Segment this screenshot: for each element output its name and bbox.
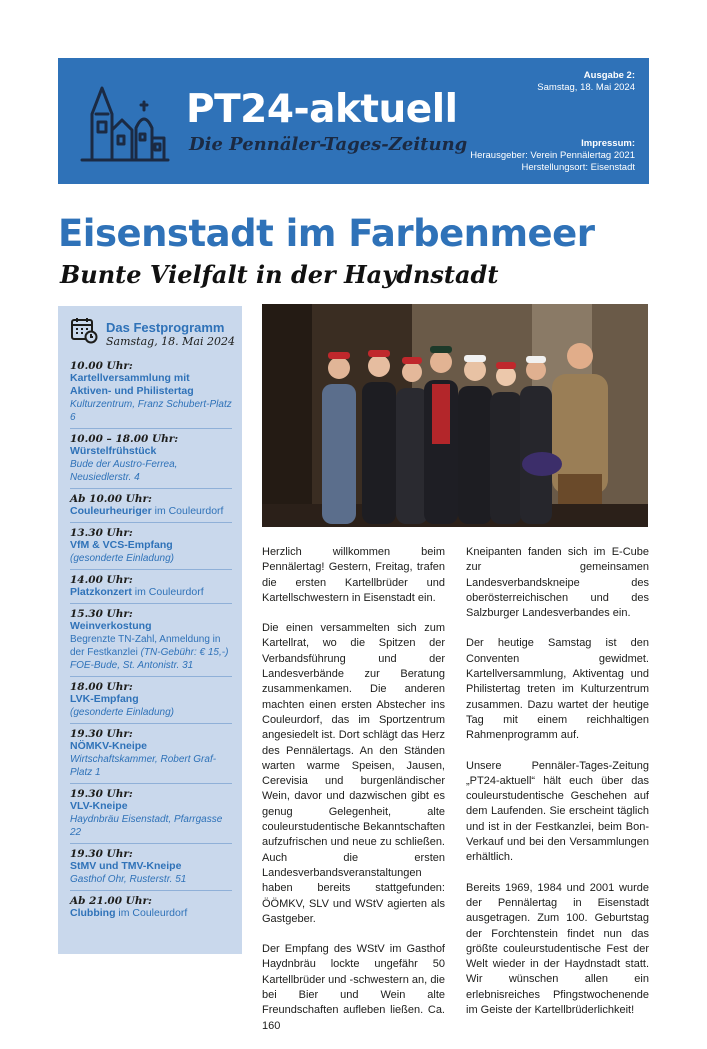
- program-title: Das Festprogramm: [106, 320, 225, 335]
- event-time: 13.30 Uhr:: [70, 527, 133, 539]
- imprint-label: Impressum:: [581, 138, 635, 149]
- event-note: (gesonderte Einladung): [70, 553, 174, 564]
- event-location: Gasthof Ohr, Rusterstr. 51: [70, 874, 187, 885]
- event-item: [70, 843, 232, 890]
- article-paragraph: Der heutige Samstag ist den Conventen gewidmet. Kartellversammlung, Aktiventag und Philistertag treten im Kulturzentrum zusammen. Dazu wartet der heutige Tag mit einem reichhaltigen Rahmenprogramm auf.: [466, 637, 649, 742]
- issue-date: Samstag, 18. Mai 2024: [537, 82, 635, 93]
- event-title: Platzkonzert im Couleurdorf: [70, 586, 204, 598]
- event-item: [70, 522, 232, 569]
- imprint-publisher: Herausgeber: Verein Pennälertag 2021: [470, 150, 635, 161]
- program-header: [70, 314, 236, 356]
- event-item: [70, 890, 232, 924]
- article-paragraph: Unsere Pennäler-Tages-Zeitung „PT24-aktuell“ hält euch über das couleurstudentische Geschehen auf dem Laufenden. Sie erscheint täglich und ist in der Festkanzlei, beim Bon-Verkauf und bei den Versammlungen erhältlich.: [466, 759, 649, 864]
- festival-program: [58, 306, 242, 954]
- event-title: Würstelfrühstück: [70, 445, 157, 457]
- event-location: Wirtschaftskammer, Robert Graf-Platz 1: [70, 754, 217, 778]
- program-date: Samstag, 18. Mai 2024: [106, 335, 236, 348]
- event-item: [70, 723, 232, 783]
- event-time: 18.00 Uhr:: [70, 681, 133, 693]
- event-time: 14.00 Uhr:: [70, 574, 133, 586]
- event-location: Kulturzentrum, Franz Schubert-Platz 6: [70, 399, 232, 423]
- article-column-1: [262, 545, 445, 1049]
- event-item: [70, 676, 232, 723]
- event-list: [70, 356, 232, 924]
- event-note: (gesonderte Einladung): [70, 707, 174, 718]
- event-title: Weinverkostung: [70, 620, 152, 632]
- calendar-clock-icon: [70, 316, 98, 344]
- article-paragraph: Herzlich willkommen beim Pennälertag! Gestern, Freitag, trafen die ersten Kartellbrüder und Kartellschwestern in Eisenstadt ein.: [262, 546, 445, 604]
- newspaper-title: PT24-aktuell: [186, 87, 458, 132]
- event-location: Haydnbräu Eisenstadt, Pfarrgasse 22: [70, 814, 223, 838]
- event-title: NÖMKV-Kneipe: [70, 740, 148, 752]
- event-location: FOE-Bude, St. Antonistr. 31: [70, 660, 194, 671]
- town-skyline-logo-icon: [78, 80, 170, 166]
- event-title: Kartellversammlung mit Aktiven- und Philistertag: [70, 372, 194, 397]
- group-photo: [262, 304, 648, 527]
- issue-info: [537, 70, 635, 94]
- event-time: 15.30 Uhr:: [70, 608, 133, 620]
- event-time: 10.00 Uhr:: [70, 360, 133, 372]
- event-time: Ab 21.00 Uhr:: [70, 895, 152, 907]
- event-time: 10.00 – 18.00 Uhr:: [70, 433, 179, 445]
- event-time: 19.30 Uhr:: [70, 728, 133, 740]
- article-paragraph: Kneipanten fanden sich im E-Cube zur gemeinsamen Landesverbandskneipe des oberösterreichischen und des Salzburger Landesverbandes ein.: [466, 546, 649, 620]
- event-location: Bude der Austro-Ferrea, Neusiedlerstr. 4: [70, 459, 178, 483]
- subheadline: Bunte Vielfalt in der Haydnstadt: [60, 260, 499, 289]
- headline: Eisenstadt im Farbenmeer: [58, 212, 595, 255]
- event-time: 19.30 Uhr:: [70, 788, 133, 800]
- masthead: [58, 58, 649, 184]
- event-item: [70, 356, 232, 428]
- event-item: [70, 488, 232, 522]
- event-item: [70, 603, 232, 676]
- event-note: Begrenzte TN-Zahl, Anmeldung in der Festkanzlei (TN-Gebühr: € 15,-): [70, 634, 229, 658]
- event-title: LVK-Empfang: [70, 693, 139, 705]
- event-item: [70, 428, 232, 488]
- article-paragraph: Der Empfang des WStV im Gasthof Haydnbräu lockte ungefähr 50 Kartellbrüder und -schwestern an, die bei Bier und Wein alte Freundschaften aufleben ließen. Ca. 160: [262, 943, 445, 1032]
- event-title: Clubbing im Couleurdorf: [70, 907, 188, 919]
- article-column-2: [466, 545, 649, 1033]
- event-item: [70, 569, 232, 603]
- imprint: [470, 138, 635, 174]
- event-title: VLV-Kneipe: [70, 800, 128, 812]
- article-paragraph: Bereits 1969, 1984 und 2001 wurde der Pennälertag in Eisenstadt ausgetragen. Zum 100. Geburtstag der Forchtenstein findet nun das größte couleurstudentische Fest der Welt wieder in der Haydnstadt statt. Wir wünschen allen ein erlebnisreiches Pfingstwochenende im Geiste der Kartellbrüderlichkeit!: [466, 881, 649, 1017]
- article-paragraph: Die einen versammelten sich zum Kartellrat, wo die Spitzen der Verbandsführung und der Landesverbände zur Beratung zusammenkamen. Die anderen machten einen ersten Abstecher ins Couleurdorf, das im Sportzentrum angesiedelt ist. Dort schlägt das Herz des Pennälertags. An den Ständen warten warme Speisen, Jausen, Cerevisia und burgenländischer Wein, davor und dazwischen gibt es genug Gelegenheit, alte couleurstudentische Bekanntschaften aufzufrischen und neue zu schließen. Auch die ersten Landesverbandsveranstaltungen haben bereits stattgefunden: ÖÖMKV, SLV und WStV agierten als Gastgeber.: [262, 622, 445, 925]
- issue-label: Ausgabe 2:: [583, 70, 635, 81]
- event-title: VfM & VCS-Empfang: [70, 539, 173, 551]
- event-title: StMV und TMV-Kneipe: [70, 860, 182, 872]
- event-time: Ab 10.00 Uhr:: [70, 493, 152, 505]
- event-item: [70, 783, 232, 843]
- imprint-place: Herstellungsort: Eisenstadt: [521, 162, 635, 173]
- event-time: 19.30 Uhr:: [70, 848, 133, 860]
- event-title: Couleurheuriger im Couleurdorf: [70, 505, 224, 517]
- newspaper-subtitle: Die Pennäler-Tages-Zeitung: [189, 134, 468, 155]
